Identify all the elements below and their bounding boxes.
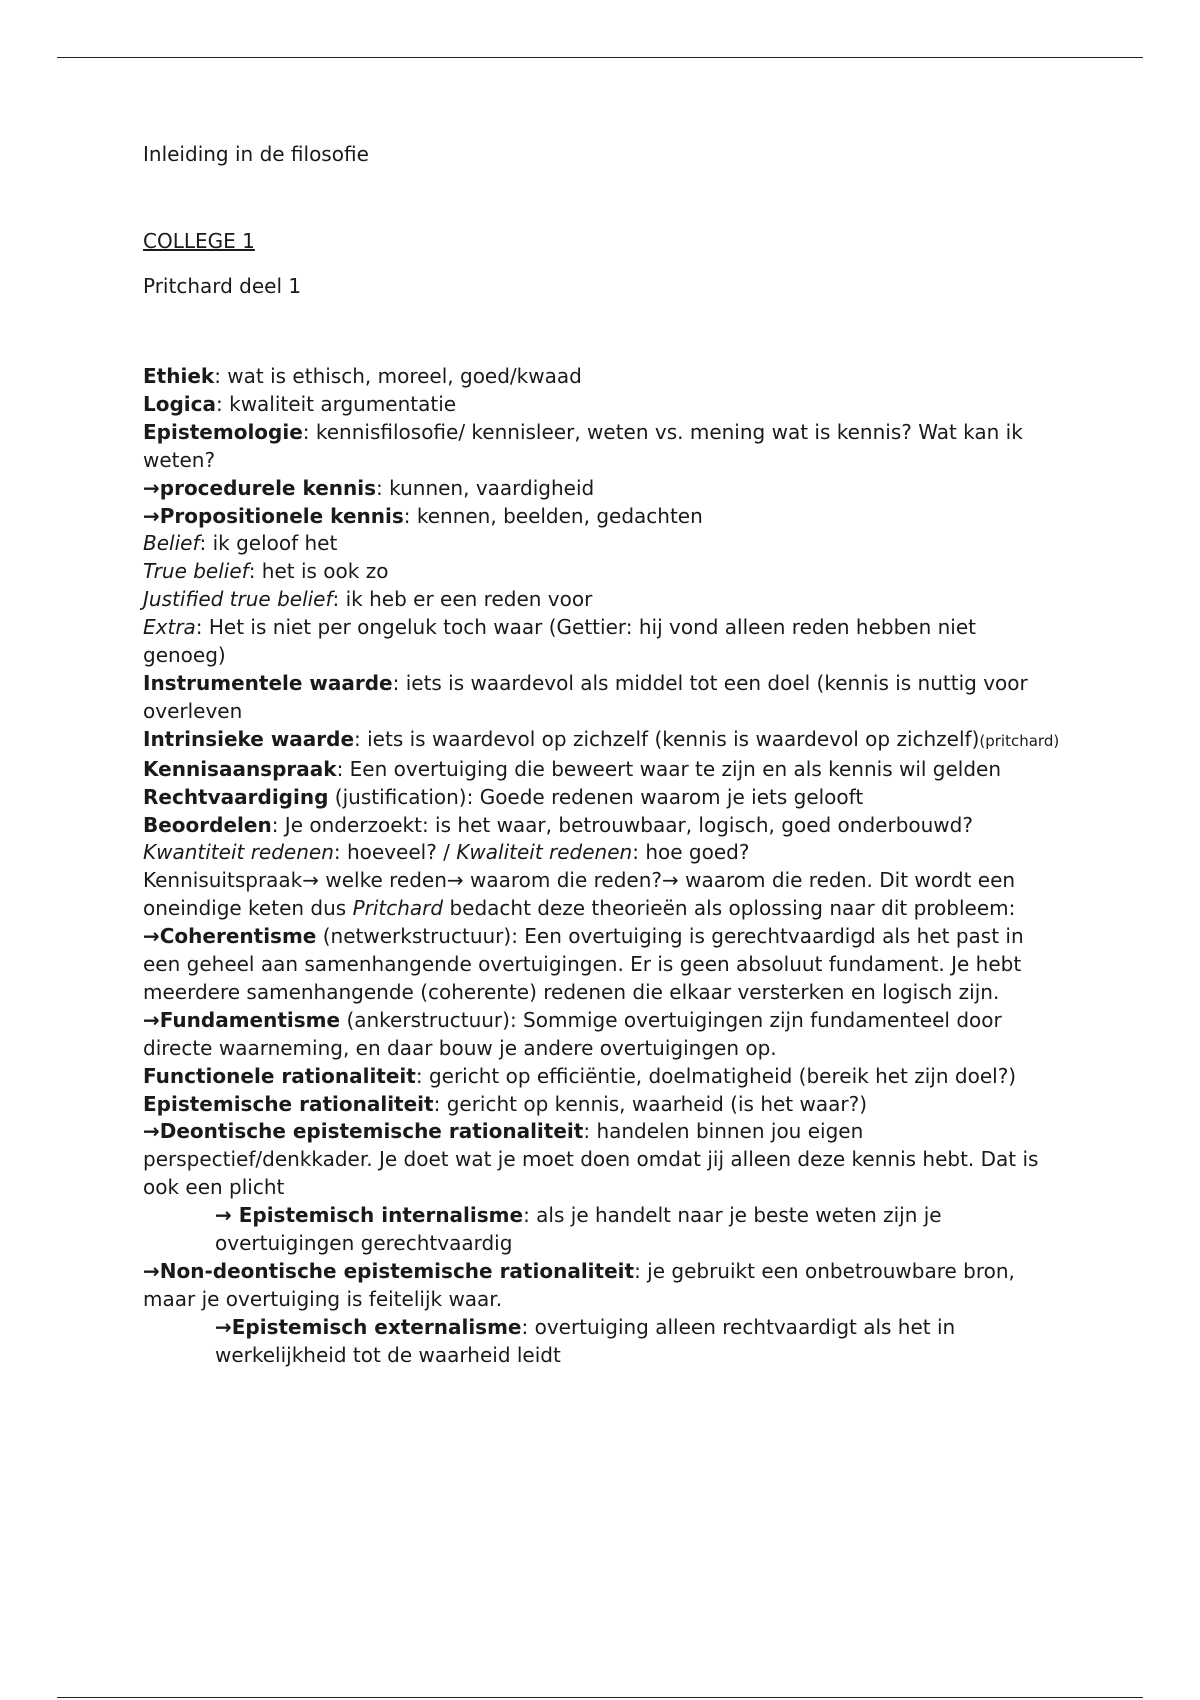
- note-term: Beoordelen: [143, 812, 272, 837]
- note-line: [143, 812, 1063, 840]
- note-text: (justification): Goede redenen waarom je iets gelooft: [328, 784, 864, 809]
- note-text: : gericht op kennis, waarheid (is het waar?): [433, 1091, 868, 1116]
- note-text: : Een overtuiging die beweert waar te zijn en als kennis wil gelden: [336, 756, 1002, 781]
- note-line: [143, 558, 1063, 586]
- note-text: : wat is ethisch, moreel, goed/kwaad: [214, 364, 582, 388]
- note-line: [143, 530, 1063, 558]
- note-term: Instrumentele waarde: [143, 670, 393, 695]
- note-term: →Non-deontische epistemische rationaliteit: [143, 1259, 635, 1283]
- note-term: →Epistemisch externalisme: [215, 1314, 522, 1339]
- note-text: (ankerstructuur): Sommige overtuigingen zijn fundamenteel door directe waarneming, en daar bouw je andere overtuigingen op.: [143, 1007, 1002, 1060]
- note-text: bedacht deze theorieën als oplossing naar dit probleem:: [443, 896, 1016, 921]
- note-line: [143, 475, 1063, 503]
- note-line: [143, 503, 1063, 531]
- note-term: Ethiek: [143, 364, 215, 388]
- note-text: : Het is niet per ongeluk toch waar (Gettier: hij vond alleen reden hebben niet genoeg): [143, 615, 977, 668]
- note-term: Extra: [143, 615, 196, 640]
- note-text: : hoe goed?: [632, 840, 750, 865]
- note-line: [143, 1007, 1063, 1063]
- note-term: Rechtvaardiging: [143, 784, 329, 809]
- note-term: Epistemologie: [143, 419, 303, 444]
- note-term: →Deontische epistemische rationaliteit: [143, 1119, 584, 1144]
- note-line: [143, 419, 1063, 475]
- note-text: : hoeveel? /: [333, 840, 457, 865]
- note-text: : ik geloof het: [199, 531, 338, 556]
- note-line: [143, 923, 1063, 1007]
- note-text: : overtuiging alleen rechtvaardigt als het in werkelijkheid tot de waarheid leidt: [215, 1314, 956, 1367]
- note-line: [143, 1258, 1063, 1314]
- note-text: : ik heb er een reden voor: [332, 587, 593, 612]
- note-line: [143, 614, 1063, 670]
- note-text: : het is ook zo: [248, 559, 389, 584]
- note-term: →Fundamentisme: [143, 1007, 341, 1032]
- note-term: Logica: [143, 391, 217, 416]
- note-term: Epistemische rationaliteit: [143, 1091, 434, 1116]
- note-line: [143, 1118, 1063, 1202]
- bottom-rule: [57, 1697, 1143, 1698]
- note-term: → Epistemisch internalisme: [215, 1203, 524, 1228]
- note-term: Intrinsieke waarde: [143, 726, 355, 751]
- note-text: : Je onderzoekt: is het waar, betrouwbaar, logisch, goed onderbouwd?: [271, 812, 973, 837]
- note-text: : handelen binnen jou eigen perspectief/denkkader. Je doet wat je moet doen omdat jij alleen deze kennis hebt. Dat is ook een plicht: [143, 1119, 1039, 1200]
- note-text: : kennisfilosofie/ kennisleer, weten vs. mening wat is kennis? Wat kan ik weten?: [143, 419, 1023, 472]
- note-line: [143, 1314, 1063, 1370]
- note-term: Kwantiteit redenen: [143, 840, 334, 865]
- note-term: Justified true belief: [143, 587, 333, 612]
- section-heading: COLLEGE 1: [143, 229, 255, 253]
- note-term: Pritchard: [352, 896, 444, 921]
- note-text: : gericht op efficiëntie, doelmatigheid (bereik het zijn doel?): [415, 1063, 1017, 1088]
- source-reference: Pritchard deel 1: [143, 274, 302, 298]
- note-term: →procedurele kennis: [143, 475, 377, 500]
- document-title: Inleiding in de filosofie: [143, 142, 369, 166]
- note-line: [143, 670, 1063, 726]
- note-text: : iets is waardevol als middel tot een doel (kennis is nuttig voor overleven: [143, 670, 1028, 723]
- note-text: : als je handelt naar je beste weten zijn je overtuigingen gerechtvaardig: [215, 1203, 942, 1256]
- note-line: [143, 1091, 1063, 1119]
- note-term: →Coherentisme: [143, 924, 317, 949]
- note-line: [143, 586, 1063, 614]
- note-term: True belief: [143, 559, 249, 584]
- note-term: →Propositionele kennis: [143, 503, 404, 528]
- note-line: [143, 839, 1063, 867]
- note-text: : je gebruikt een onbetrouwbare bron, maar je overtuiging is feitelijk waar.: [143, 1259, 1015, 1311]
- note-line: [143, 726, 1063, 756]
- note-term: Kwaliteit redenen: [456, 840, 633, 865]
- note-text: : kunnen, vaardigheid: [376, 475, 595, 500]
- notes-list: [143, 363, 1063, 1370]
- note-term: Belief: [143, 531, 200, 556]
- note-line: [143, 1063, 1063, 1091]
- note-text: : iets is waardevol op zichzelf (kennis is waardevol op zichzelf): [354, 726, 980, 751]
- note-term: Kennisaanspraak: [143, 756, 337, 781]
- note-text: : kwaliteit argumentatie: [216, 391, 457, 416]
- top-rule: [57, 57, 1143, 58]
- note-line: [143, 784, 1063, 812]
- note-source: (pritchard): [979, 731, 1060, 750]
- note-line: [143, 363, 1063, 391]
- note-term: Functionele rationaliteit: [143, 1063, 416, 1088]
- note-line: [143, 867, 1063, 923]
- note-text: : kennen, beelden, gedachten: [403, 503, 703, 528]
- note-text: Kennisuitspraak→ welke reden→ waarom die reden?→ waarom die reden. Dit wordt een oneindige keten dus: [143, 868, 1016, 921]
- note-line: [143, 391, 1063, 419]
- note-text: (netwerkstructuur): Een overtuiging is gerechtvaardigd als het past in een geheel aan samenhangende overtuigingen. Er is geen absoluut fundament. Je hebt meerdere samenhangende (coherente) redenen die elkaar versterken en logisch zijn.: [143, 924, 1024, 1004]
- note-line: [143, 756, 1063, 784]
- note-line: [143, 1202, 1063, 1258]
